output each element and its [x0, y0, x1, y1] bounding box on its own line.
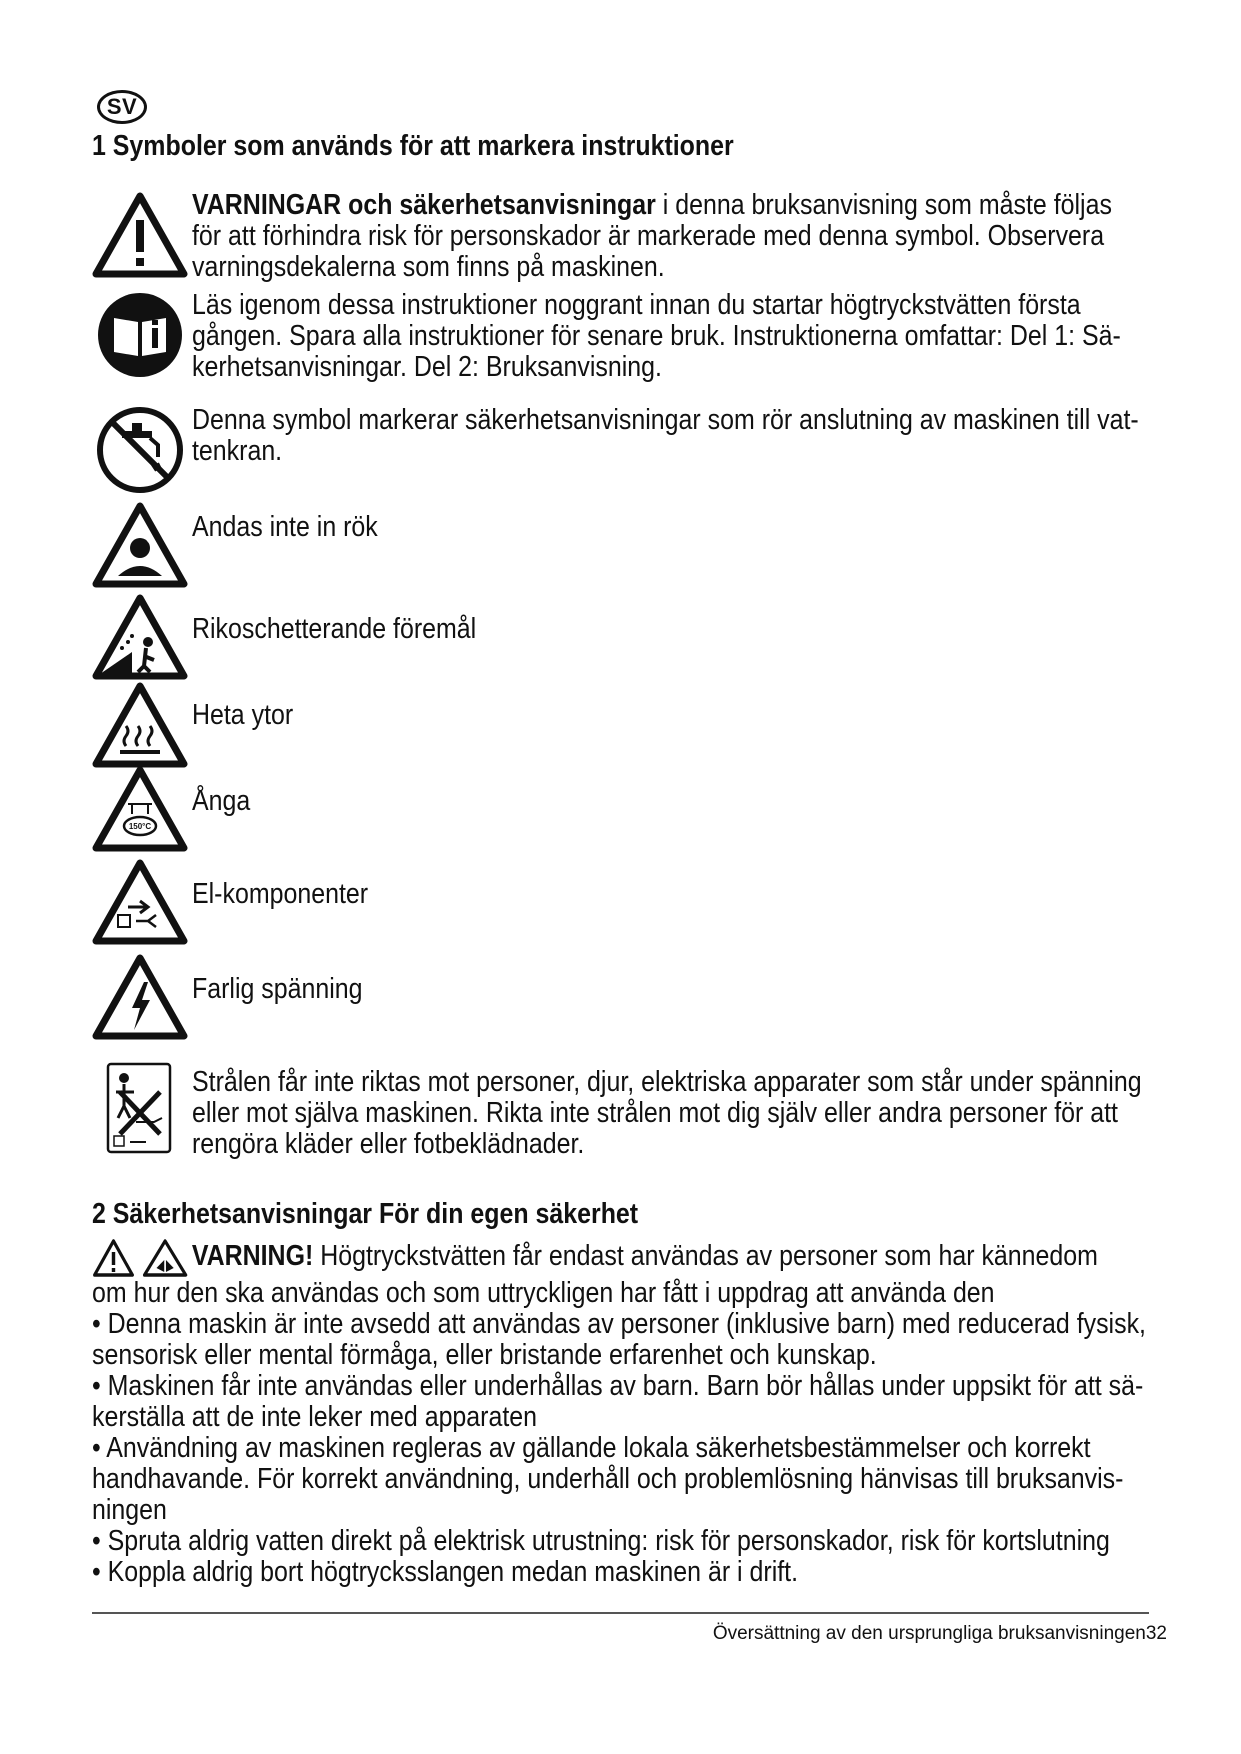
symbol-text-high-voltage: Farlig spänning — [192, 973, 363, 1005]
symbol-text-steam: Ånga — [192, 785, 251, 817]
language-badge: SV — [97, 90, 147, 124]
ricochet-objects-icon — [92, 592, 188, 682]
warning-label: VARNING! — [191, 1240, 314, 1272]
symbol-text-do-not-spray: Strålen får inte riktas mot personer, djur, elektriska apparater som står under spänning eller mot själva maskinen. Rikta inte strålen mot dig själv eller andra personer för att rengöra kläder eller fotbeklädnader. — [192, 1066, 1142, 1160]
no-tap-connection-icon — [92, 405, 188, 495]
do-not-spray-people-icon — [106, 1062, 172, 1154]
footer-divider — [92, 1612, 1149, 1614]
symbol-text-tap-connection: Denna symbol markerar säkerhetsanvisningar som rör anslutning av maskinen till vat- tenkran. — [192, 404, 1139, 467]
symbol-text-ricochet: Rikoschetterande föremål — [192, 613, 477, 645]
warning-outline-icon — [92, 1238, 135, 1278]
section-2-title: 2 Säkerhetsanvisningar För din egen säkerhet — [92, 1198, 639, 1230]
symbol-text-read-manual: Läs igenom dessa instruktioner noggrant innan du startar högtryckstvätten första gången. Spara alla instruktioner för senare bruk. Instruktionerna omfattar: Del 1: Sä- kerhetsanvisningar. Del 2: Bruksanvisning. — [192, 289, 1121, 383]
safety-instructions-block: VARNING! Högtryckstvätten får endast användas av personer som har kännedom om hur den ska användas och som uttryckligen har fått i uppdrag att använda den • Denna maskin är inte avsedd att användas av personer (inklusive barn) med reducerad fysisk, sensorisk eller mental förmåga, eller bristande erfarenhet och kunskap. • Maskinen får inte användas eller underhållas av barn. Barn bör hållas under uppsikt för att sä- kerställa att de inte leker med apparaten • Användning av maskinen regleras av gällande lokala säkerhetsbestämmelser och korrekt handhavande. För korrekt användning, underhåll och problemlösning hänvisas till bruksanvis- ningen • Spruta aldrig vatten direkt på elektrisk utrustning: risk för personskador, risk för kortslutning • Koppla aldrig bort högtrycksslangen medan maskinen är i drift. — [92, 1240, 1146, 1588]
electrical-components-icon — [92, 857, 188, 947]
symbol-text-smoke: Andas inte in rök — [192, 511, 378, 543]
symbol-text-hot-surface: Heta ytor — [192, 699, 294, 731]
hot-surface-icon — [92, 680, 188, 770]
do-not-inhale-smoke-icon — [92, 500, 188, 590]
high-voltage-icon — [92, 952, 188, 1042]
read-manual-icon — [92, 290, 188, 380]
symbol-text-electrical-components: El-komponenter — [192, 878, 369, 910]
symbol-text-warning: VARNINGAR och säkerhetsanvisningar i denna bruksanvisning som måste följas för att förhindra risk för personskador är markerade med denna symbol. Observera varningsdekalerna som finns på maskinen. — [192, 189, 1112, 283]
steam-temperature-label: 150°C — [128, 822, 152, 831]
warning-triangle-icon — [92, 190, 188, 280]
steam-icon — [92, 764, 188, 854]
footer-text: Översättning av den ursprungliga bruksanvisningen32 — [712, 1623, 1167, 1644]
section-1-title: 1 Symboler som används för att markera instruktioner — [92, 130, 734, 162]
warning-bold-label: VARNINGAR och säkerhetsanvisningar — [192, 189, 656, 221]
warning-read-manual-icon — [142, 1238, 188, 1278]
